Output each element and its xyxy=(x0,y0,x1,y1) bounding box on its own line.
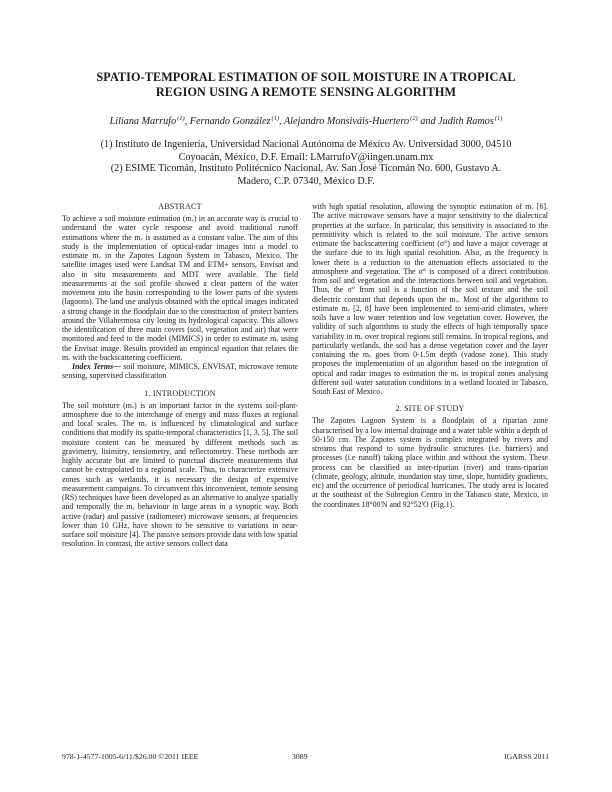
right-column xyxy=(312,202,548,509)
introduction-body-left: The soil moisture (mᵥ) is an important factor in the systems soil-plant-atmosphere due to the interchange of energy and mass fluxes at regional and local scales. The mᵥ is influenced by climatological and surface conditions that modify its spatio-temporal characteristics [1, 3, 5]. The soil moisture content can be measured by different methods such as gravimetry, lisimitry, tensiometry, and reflectometry. These methods are highly accurate but are limited to punctual discrete measurements that cannot be extrapolated to a regional scale. Thus, to characterize extensive zones such as wetlands, it is necessary the design of expensive measurement campaigns. To circumvent this inconvenient, remote sensing (RS) techniques have been developed as an alternative to analyze spatially and temporally the mᵥ behaviour in large areas in a synoptic way. Both active (radar) and passive (radiometer) microwave sensors, at frequencies lower than 10 GHz, have shown to be sensitive to variations in near-surface soil moisture [4]. The passive sensors provide data with low spatial resolution. In contrast, the active sensors collect data xyxy=(62,400,298,549)
paper-title xyxy=(60,70,552,100)
site-of-study-body: The Zapotes Lagoon System is a floodplain of a riparian zone characterised by a low internal drainage and a water table within a depth of 50-150 cm. The Zapotes system is complex integrated by rivers and streams that respond to some hydraulic structures (i.e. barriers) and processes (i.e runoff) taking place within and without the system. These process can be classified as inter-riparian (river) and trans-riparian (climate, geology, altitude, inundation stay time, slope, humidity gradients, etc) and the occurrence of periodical hurricanes. The study area is located at the southeast of the Subregion Centro in the Tabasco state, Mexico, in the coordinates 18°00'N and 92°52'O (Fig.1). xyxy=(312,416,548,509)
index-terms-label: Index Terms— xyxy=(72,362,121,371)
title-line-1: SPATIO-TEMPORAL ESTIMATION OF SOIL MOISTURE IN A TROPICAL xyxy=(96,70,516,84)
introduction-heading: 1. INTRODUCTION xyxy=(144,388,216,398)
title-line-2: REGION USING A REMOTE SENSING ALGORITHM xyxy=(155,85,457,99)
introduction-body-right: with high spatial resolution, allowing the synoptic estimation of mᵥ [6]. The active microwave sensors have a major sensitivity to the dialectical properties at the surface. In particular, this sensitivity is associated to the permittivity which is related to the soil moisture. The active sensors estimate the backscattering coefficient (σ°) and have a major coverage at the surface due to its high spatial resolution. Also, as the frequency is lower there is a reduction to the attenuation effects associated to the atmosphere and vegetation. The σ° is composed of a direct contribution from soil and vegetation and the interactions between soil and vegetation. Thus, the σ° from soil is a function of the soil texture and the soil dielectric constant that depends upon the mᵥ. Most of the algorithms to estimate mᵥ [2, 8] have been implemented to semi-arid climates, where soils have a low water retention and low vegetation cover. However, the validity of such algorithms to study the effects of high temporally space variability in mᵥ over tropical regions still remains. In tropical regions, and particularly wetlands, the soil has a dense vegetation cover and the layer containing the mᵥ goes from 0-1.5m depth (vadose zone). This study proposes the implementation of an algorithm based on the integration of optical and radar images to estimation the mᵥ in tropical zones analysing different soil water saturation conditions in a wetland located in Tabasco, South East of Mexico. xyxy=(312,202,548,396)
author-affiliation-mark: (1) xyxy=(271,115,280,122)
author-affiliation-mark: (1) xyxy=(177,115,185,122)
author-name: Alejandro Monsiváis-Huertero xyxy=(283,116,410,127)
affiliation-2-line-1: (2) ESIME Ticomán, Instituto Politécnico Nacional, Av. San José Ticomán No. 600, Gustavo A. xyxy=(110,163,502,174)
index-terms xyxy=(62,362,298,381)
author-name: Fernando González xyxy=(189,116,271,127)
affiliation-2-line-2: Madero, C.P. 07340, México D.F. xyxy=(237,175,375,187)
author-list xyxy=(40,113,572,128)
footer-isbn: 978-1-4577-1005-6/11/$26.00 ©2011 IEEE xyxy=(62,752,199,761)
author-separator: and xyxy=(417,116,439,127)
author-separator: , xyxy=(184,116,190,127)
author-separator: , xyxy=(279,116,284,127)
affiliation-2 xyxy=(56,163,556,188)
affiliation-1 xyxy=(56,139,556,164)
left-column xyxy=(62,202,298,549)
site-of-study-heading: 2. SITE OF STUDY xyxy=(395,404,465,414)
page-number: 3089 xyxy=(292,752,308,761)
abstract-body: To achieve a soil moisture estimation (mᵥ) in an accurate way is crucial to understand the water cycle response and avoid traditional runoff estimations where the mᵥ is assumed as a constant value. The aim of this study is the implementation of optical-radar images into a model to estimate mᵥ in the Zapotes Lagoon System in Tabasco, Mexico. The satellite images used were Landsat TM and ETM+ sensors, Envisat and also in situ measurements and MDT were available. The field measurements at the soil profile showed a clear pattern of the water movement into the basin corresponding to the lower parts of the system (lagoons). The land use analysis obtained with the optical images indicated a strong change in the floodplain due to the construction of protect barriers around the Villahermosa city losing its hydrological capacity. This allows the identification of three main covers (soil, vegetation and air) that were monitored and feed to the model (MIMICS) in order to estimate mᵥ using the Envisat image. Results provided an empirical equation that relates the mᵥ with the backscattering coefficient. xyxy=(62,214,298,362)
affiliation-1-line-1: (1) Instituto de Ingeniería, Universidad Nacional Autónoma de México Av. Universidad 3000, 04510 xyxy=(100,139,512,150)
author-affiliation-mark: (2) xyxy=(410,115,418,122)
author-affiliation-mark: (1) xyxy=(494,115,503,122)
author-name: Liliana Marrufo xyxy=(109,116,177,127)
abstract-heading: ABSTRACT xyxy=(158,202,202,211)
footer-conference: IGARSS 2011 xyxy=(504,752,549,761)
index-terms-list: soil moisture, MIMICS, ENVISAT, microwave remote sensing, supervised classification xyxy=(62,362,298,381)
affiliation-1-line-2: Coyoacán, México, D.F. Email: LMarrufoV@iingen.unam.mx xyxy=(178,151,434,163)
author-name: Judith Ramos xyxy=(438,116,494,127)
